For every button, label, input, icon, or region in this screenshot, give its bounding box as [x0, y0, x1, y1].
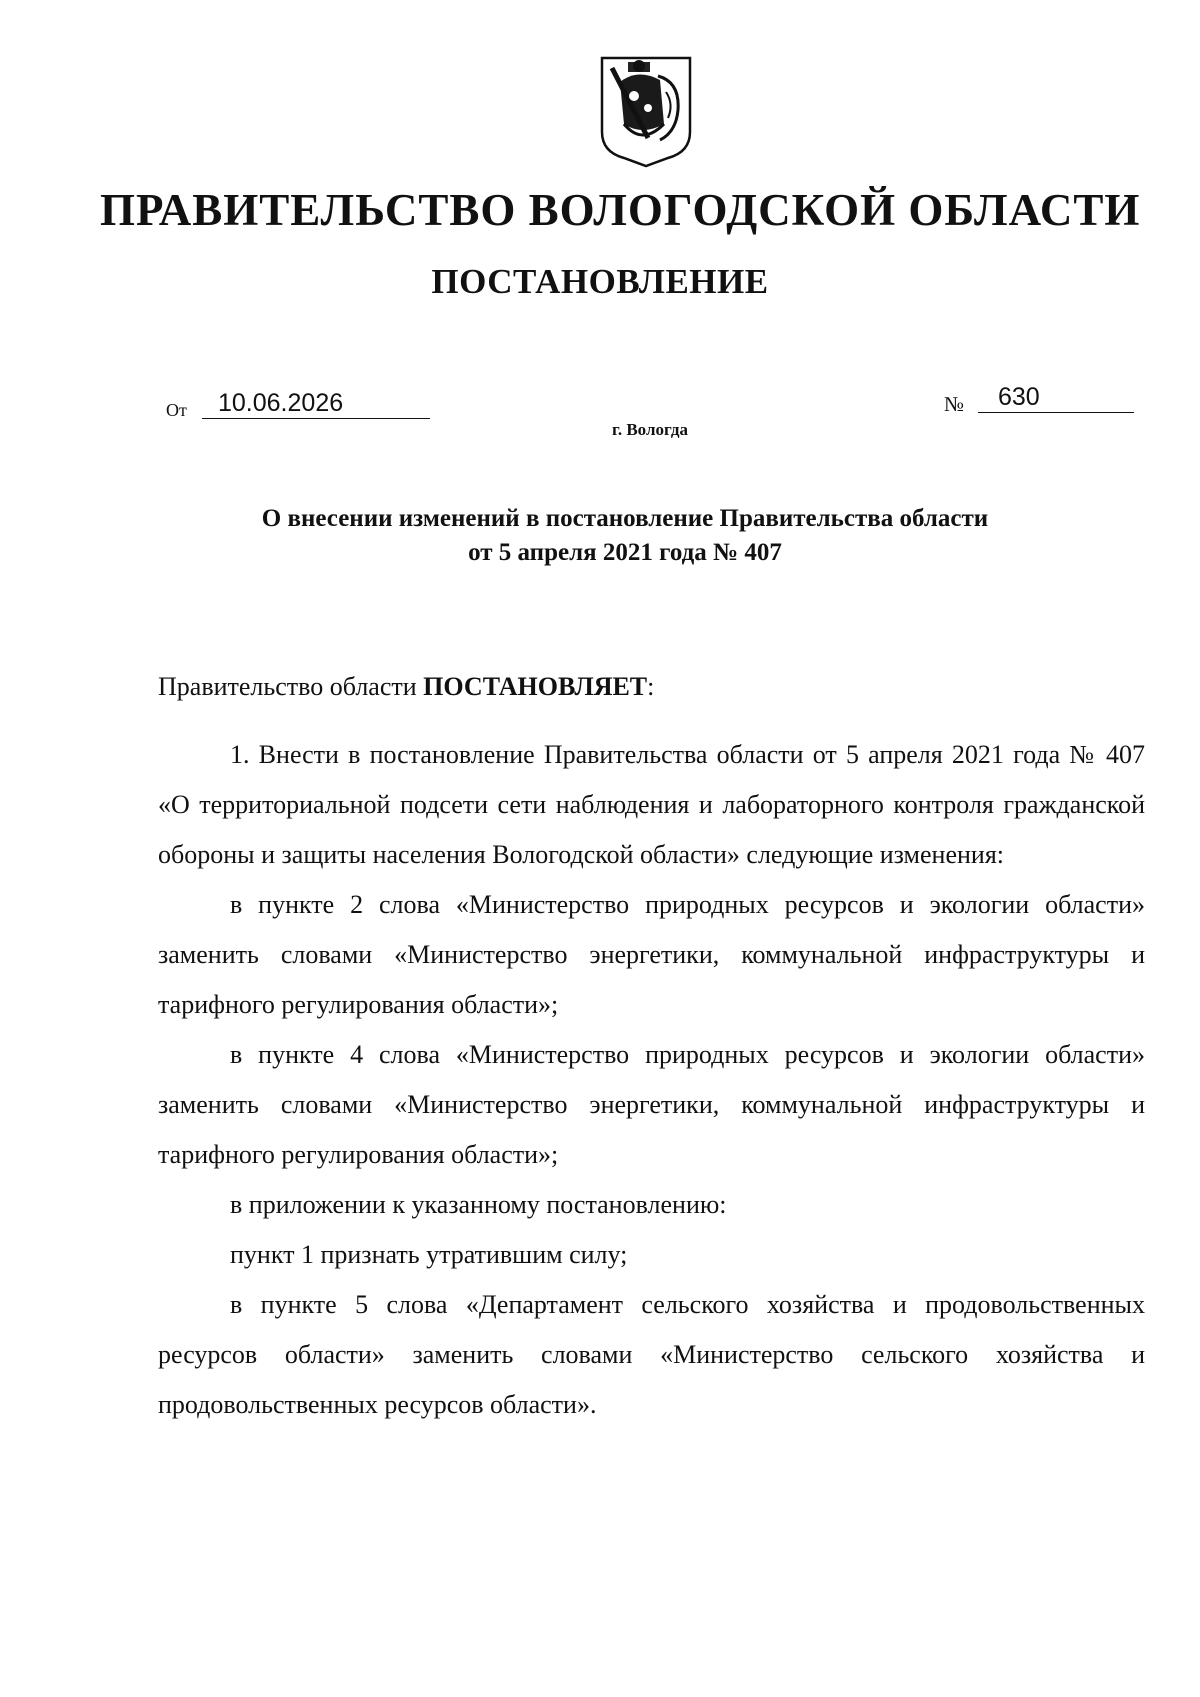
- document-number: 630: [978, 382, 1134, 413]
- paragraph-1: 1. Внести в постановление Правительства области от 5 апреля 2021 года № 407 «О территориальной подсети сети наблюдения и лабораторного контроля гражданской обороны и защиты населения Вологодской области» следующие изменения:: [158, 740, 1145, 869]
- city: г. Вологда: [612, 420, 688, 439]
- coat-of-arms-icon: [598, 52, 694, 170]
- document-body: [158, 662, 1145, 1430]
- decree-keyword: ПОСТАНОВЛЯЕТ: [423, 672, 648, 701]
- number-field: [944, 382, 1134, 416]
- heading-line-1: О внесении изменений в постановление Правительства области: [261, 505, 989, 532]
- heading-line-2: от 5 апреля 2021 года № 407: [468, 539, 782, 566]
- paragraph-4: в приложении к указанному постановлению:: [230, 1190, 727, 1219]
- paragraph-6: в пункте 5 слова «Департамент сельского хозяйства и продовольственных ресурсов области» заменить словами «Министерство сельского хозяйства и продовольственных ресурсов области».: [158, 1290, 1145, 1419]
- date-field: [166, 388, 436, 422]
- document-date: 10.06.2026: [202, 388, 430, 419]
- organization-title: ПРАВИТЕЛЬСТВО ВОЛОГОДСКОЙ ОБЛАСТИ: [100, 185, 1141, 235]
- number-label: №: [944, 392, 965, 416]
- paragraph-2: в пункте 2 слова «Министерство природных ресурсов и экологии области» заменить словами «Министерство энергетики, коммунальной инфраструктуры и тарифного регулирования области»;: [158, 890, 1145, 1019]
- document-type: ПОСТАНОВЛЕНИЕ: [431, 262, 769, 301]
- intro-paragraph: Правительство области ПОСТАНОВЛЯЕТ:: [158, 672, 655, 701]
- paragraph-5: пункт 1 признать утратившим силу;: [230, 1240, 628, 1269]
- date-label: От: [166, 400, 187, 420]
- paragraph-3: в пункте 4 слова «Министерство природных ресурсов и экологии области» заменить словами «Министерство энергетики, коммунальной инфраструктуры и тарифного регулирования области»;: [158, 1040, 1145, 1169]
- document-heading: [160, 502, 1090, 570]
